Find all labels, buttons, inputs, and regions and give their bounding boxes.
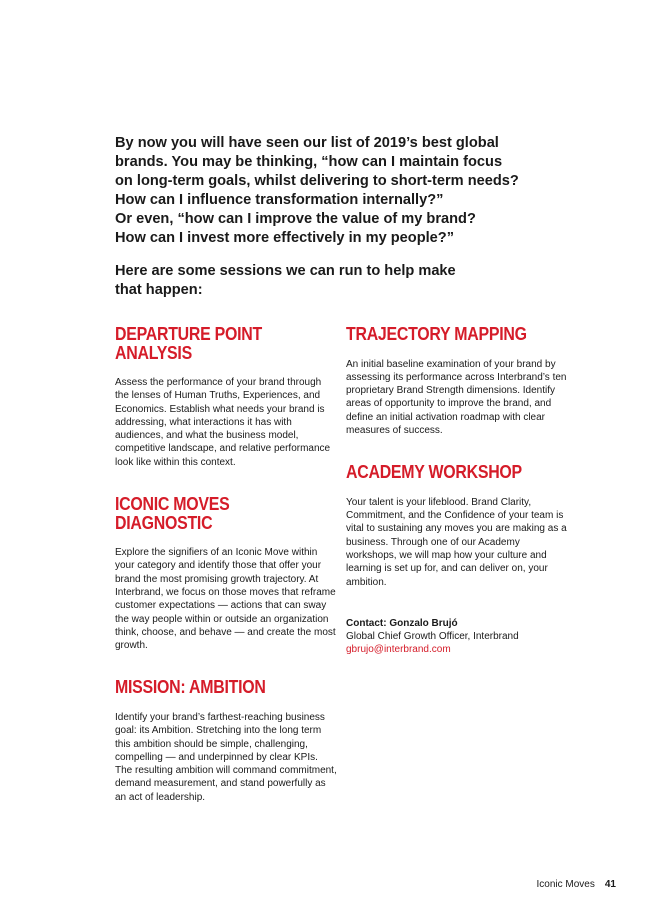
footer-label: Iconic Moves — [536, 879, 595, 890]
section-title-line: MISSION: AMBITION — [115, 676, 266, 698]
section-body: Your talent is your lifeblood. Brand Clarity, Commitment, and the Confidence of your team is vital to sustaining any moves you are making as a business. Through one of our Academy workshops, we will map how your culture and learning is set up for, and can deliver on, your ambition. — [346, 496, 567, 588]
section-academy-workshop — [346, 463, 568, 589]
section-title — [346, 325, 537, 344]
contact-name: Contact: Gonzalo Brujó — [346, 617, 458, 629]
section-title — [115, 325, 306, 362]
intro-paragraph — [115, 134, 555, 248]
section-title-line: DIAGNOSTIC — [115, 511, 213, 533]
section-title-line: ICONIC MOVES — [115, 493, 230, 515]
section-body: An initial baseline examination of your brand by assessing its performance across Interbrand’s ten proprietary Brand Strength dimensions. Identify areas of opportunity to improve the brand, and define an initial activation roadmap with clear measures of success. — [346, 358, 567, 436]
section-title-line: DEPARTURE POINT — [115, 323, 262, 344]
contact-email-link[interactable]: gbrujo@interbrand.com — [346, 644, 451, 656]
intro-line: on long-term goals, whilst delivering to short-term needs? — [115, 173, 519, 189]
section-body: Identify your brand’s farthest-reaching business goal: its Ambition. Stretching into the long term this ambition should be simple, challenging, compelling — and underpinned by clear KPIs. The resulting ambition will command commitment, demand measurement, and stand powerfully as an act of leadership. — [115, 711, 337, 803]
section-body: Explore the signifiers of an Iconic Move within your category and identify those that offer your brand the most promising growth trajectory. At Interbrand, we focus on those moves that reframe customer expectations — actions that can sway the way people within or outside an organization think, choose, and behave — and create the most growth. — [115, 547, 336, 652]
page-number: 41 — [604, 879, 616, 890]
section-title — [115, 495, 306, 532]
intro-line: How can I influence transformation internally?” — [115, 192, 444, 208]
section-mission-ambition — [115, 678, 337, 804]
intro-block — [115, 134, 555, 300]
section-iconic-moves-diagnostic — [115, 495, 337, 652]
page-footer — [537, 879, 616, 890]
section-title-line: TRAJECTORY MAPPING — [346, 323, 527, 344]
intro-line: How can I invest more effectively in my people?” — [115, 230, 454, 246]
section-title-line: ANALYSIS — [115, 341, 192, 363]
left-column — [115, 325, 337, 804]
section-title — [115, 678, 306, 697]
right-column — [346, 325, 568, 657]
intro-sub-line: Here are some sessions we can run to help make — [115, 263, 456, 279]
intro-line: Or even, “how can I improve the value of my brand? — [115, 211, 476, 227]
contact-role: Global Chief Growth Officer, Interbrand — [346, 631, 519, 643]
intro-line: By now you will have seen our list of 2019’s best global — [115, 135, 499, 151]
section-title-line: ACADEMY WORKSHOP — [346, 461, 522, 483]
intro-subparagraph — [115, 262, 555, 300]
intro-line: brands. You may be thinking, “how can I maintain focus — [115, 154, 503, 170]
contact-block — [346, 617, 568, 657]
section-trajectory-mapping — [346, 325, 568, 437]
section-title — [346, 463, 537, 482]
intro-sub-line: that happen: — [115, 282, 203, 298]
section-departure-point-analysis — [115, 325, 337, 469]
section-body: Assess the performance of your brand through the lenses of Human Truths, Experiences, and Economics. Establish what needs your brand is addressing, what interactions it has with audiences, and what the business model, competitive landscape, and relative performance look like within this context. — [115, 377, 331, 468]
